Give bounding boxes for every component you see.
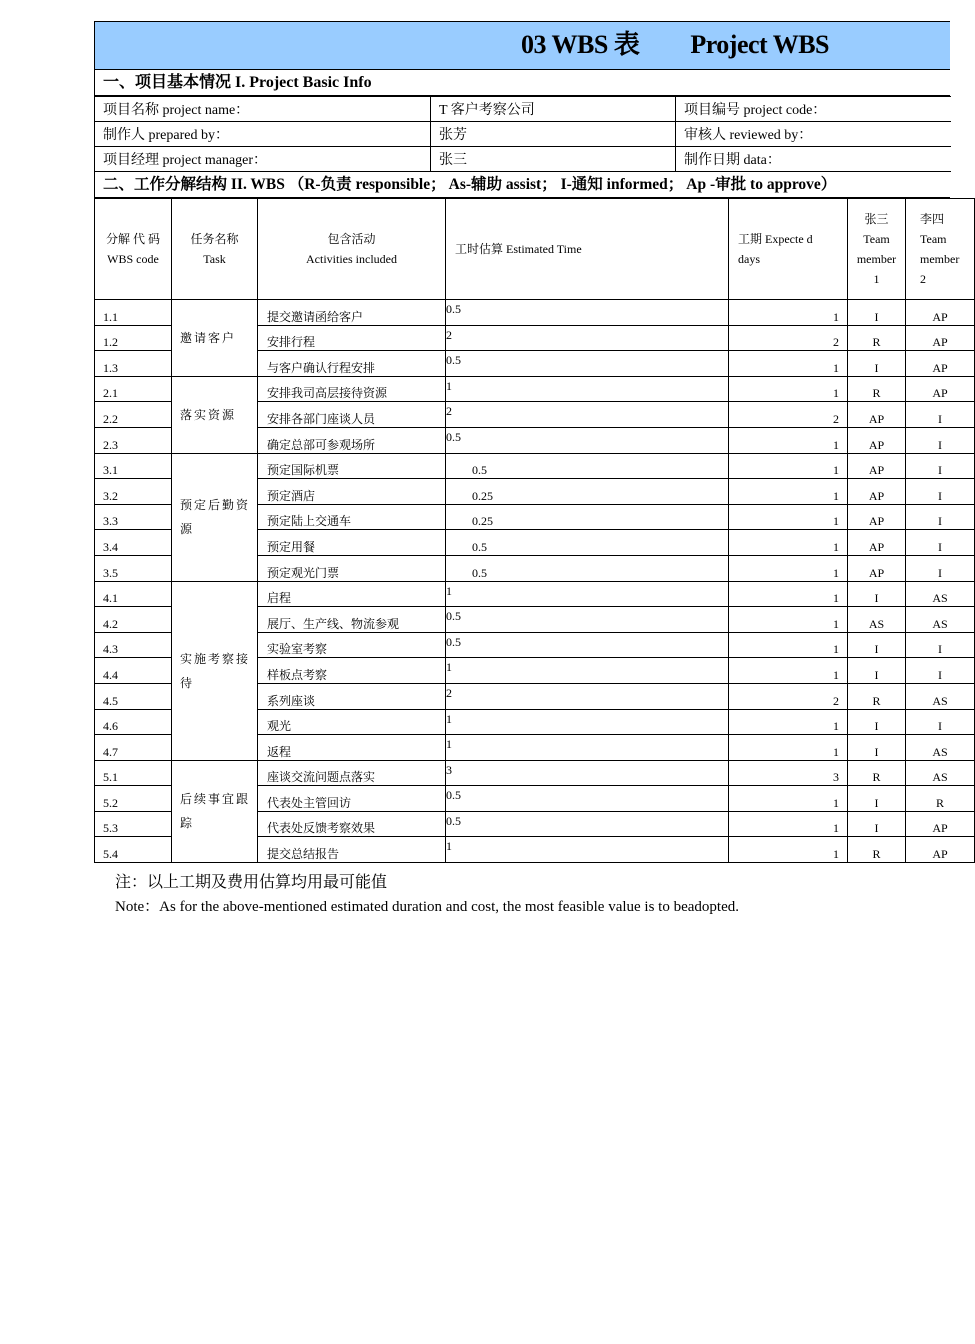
member-2-role-cell: AP [906, 811, 975, 837]
member-2-role-cell: AS [906, 581, 975, 607]
member-1-role-cell: I [848, 811, 906, 837]
expected-days-cell: 1 [729, 427, 848, 453]
estimated-time-cell: 0.5 [446, 427, 729, 453]
member-1-role-cell: AP [848, 453, 906, 479]
wbs-code-cell: 3.2 [95, 479, 172, 505]
header-activities: 包含活动 Activities included [258, 199, 446, 300]
page-title: 03 WBS 表 Project WBS [521, 30, 830, 59]
member-2-role-cell: I [906, 479, 975, 505]
expected-days-cell: 2 [729, 325, 848, 351]
header-expected-days: 工期 Expecte d days [729, 199, 848, 300]
wbs-code-cell: 4.1 [95, 581, 172, 607]
member-1-role-cell: I [848, 581, 906, 607]
activity-cell: 预定国际机票 [258, 453, 446, 479]
estimated-time-cell: 3 [446, 760, 729, 786]
member-2-role-cell: AS [906, 760, 975, 786]
expected-days-cell: 1 [729, 658, 848, 684]
task-cell: 后续事宜跟踪 [172, 760, 258, 862]
wbs-code-cell: 4.6 [95, 709, 172, 735]
estimated-time-cell: 0.5 [446, 786, 729, 812]
estimated-time-cell: 2 [446, 683, 729, 709]
expected-days-cell: 2 [729, 402, 848, 428]
estimated-time-cell: 0.5 [446, 811, 729, 837]
wbs-code-cell: 2.3 [95, 427, 172, 453]
activity-cell: 返程 [258, 735, 446, 761]
activity-cell: 系列座谈 [258, 683, 446, 709]
info-row [95, 122, 951, 147]
expected-days-cell: 1 [729, 453, 848, 479]
member-2-role-cell: I [906, 658, 975, 684]
activity-cell: 实验室考察 [258, 632, 446, 658]
expected-days-cell: 1 [729, 837, 848, 863]
activity-cell: 提交邀请函给客户 [258, 300, 446, 326]
expected-days-cell: 1 [729, 811, 848, 837]
info-row [95, 97, 951, 122]
member-2-role-cell: I [906, 632, 975, 658]
wbs-code-cell: 1.2 [95, 325, 172, 351]
activity-cell: 座谈交流问题点落实 [258, 760, 446, 786]
activity-cell: 安排我司高层接待资源 [258, 376, 446, 402]
member-2-role-cell: AP [906, 300, 975, 326]
wbs-code-cell: 4.5 [95, 683, 172, 709]
estimated-time-cell: 1 [446, 658, 729, 684]
member-2-role-cell: AS [906, 683, 975, 709]
member-1-role-cell: AP [848, 427, 906, 453]
member-1-role-cell: AP [848, 402, 906, 428]
expected-days-cell: 1 [729, 300, 848, 326]
member-1-role-cell: AP [848, 530, 906, 556]
expected-days-cell: 1 [729, 581, 848, 607]
expected-days-cell: 1 [729, 786, 848, 812]
wbs-code-cell: 5.2 [95, 786, 172, 812]
activity-cell: 安排各部门座谈人员 [258, 402, 446, 428]
member-1-role-cell: R [848, 837, 906, 863]
info-row [95, 147, 951, 172]
estimated-time-cell: 0.5 [446, 453, 729, 479]
member-1-role-cell: R [848, 683, 906, 709]
header-member-1: 张三 Team member 1 [848, 199, 906, 300]
member-1-role-cell: R [848, 325, 906, 351]
member-1-role-cell: I [848, 709, 906, 735]
member-1-role-cell: R [848, 376, 906, 402]
member-2-role-cell: AP [906, 837, 975, 863]
member-2-role-cell: I [906, 453, 975, 479]
task-cell: 落实资源 [172, 376, 258, 453]
activity-cell: 预定陆上交通车 [258, 504, 446, 530]
task-cell: 预定后勤资源 [172, 453, 258, 581]
activity-cell: 样板点考察 [258, 658, 446, 684]
estimated-time-cell: 0.5 [446, 607, 729, 633]
member-1-role-cell: I [848, 351, 906, 377]
expected-days-cell: 3 [729, 760, 848, 786]
activity-cell: 观光 [258, 709, 446, 735]
member-2-role-cell: AS [906, 735, 975, 761]
member-1-role-cell: I [848, 658, 906, 684]
info-cell: 审核人 reviewed by： [676, 122, 951, 147]
estimated-time-cell: 0.25 [446, 504, 729, 530]
member-1-role-cell: AS [848, 607, 906, 633]
member-2-role-cell: I [906, 504, 975, 530]
estimated-time-cell: 1 [446, 735, 729, 761]
estimated-time-cell: 0.5 [446, 530, 729, 556]
member-2-role-cell: AS [906, 607, 975, 633]
expected-days-cell: 1 [729, 709, 848, 735]
estimated-time-cell: 1 [446, 376, 729, 402]
member-1-role-cell: R [848, 760, 906, 786]
expected-days-cell: 1 [729, 504, 848, 530]
wbs-code-cell: 2.2 [95, 402, 172, 428]
activity-cell: 预定酒店 [258, 479, 446, 505]
member-1-role-cell: I [848, 735, 906, 761]
activity-cell: 展厅、生产线、物流参观 [258, 607, 446, 633]
estimated-time-cell: 0.5 [446, 351, 729, 377]
member-2-role-cell: I [906, 709, 975, 735]
wbs-code-cell: 3.1 [95, 453, 172, 479]
estimated-time-cell: 2 [446, 325, 729, 351]
table-row [95, 760, 975, 786]
header-estimated-time: 工时估算 Estimated Time [446, 199, 729, 300]
wbs-code-cell: 3.4 [95, 530, 172, 556]
member-2-role-cell: I [906, 530, 975, 556]
activity-cell: 启程 [258, 581, 446, 607]
activity-cell: 安排行程 [258, 325, 446, 351]
wbs-code-cell: 1.1 [95, 300, 172, 326]
member-2-role-cell: I [906, 427, 975, 453]
header-member-2: 李四 Team member 2 [906, 199, 975, 300]
table-row [95, 300, 975, 326]
member-2-role-cell: I [906, 555, 975, 581]
activity-cell: 代表处主管回访 [258, 786, 446, 812]
wbs-code-cell: 4.7 [95, 735, 172, 761]
member-1-role-cell: I [848, 786, 906, 812]
section-wbs-heading: 二、工作分解结构 II. WBS （R-负责 responsible； As-辅助 assist； I-通知 informed； Ap -审批 to approve） [94, 172, 950, 198]
activity-cell: 代表处反馈考察效果 [258, 811, 446, 837]
member-2-role-cell: AP [906, 376, 975, 402]
member-2-role-cell: I [906, 402, 975, 428]
member-2-role-cell: R [906, 786, 975, 812]
header-task: 任务名称 Task [172, 199, 258, 300]
estimated-time-cell: 0.5 [446, 300, 729, 326]
expected-days-cell: 1 [729, 351, 848, 377]
member-1-role-cell: I [848, 632, 906, 658]
wbs-code-cell: 3.5 [95, 555, 172, 581]
task-cell: 邀请客户 [172, 300, 258, 377]
note-english: Note：As for the above-mentioned estimated duration and cost, the most feasible value is to beadopted. [115, 899, 739, 915]
section-basic-info-heading: 一、项目基本情况 I. Project Basic Info [94, 70, 950, 96]
wbs-code-cell: 2.1 [95, 376, 172, 402]
info-cell: T 客户考察公司 [431, 97, 676, 122]
member-2-role-cell: AP [906, 325, 975, 351]
info-cell: 张芳 [431, 122, 676, 147]
info-cell: 制作人 prepared by： [95, 122, 431, 147]
activity-cell: 预定用餐 [258, 530, 446, 556]
table-row [95, 453, 975, 479]
wbs-code-cell: 4.2 [95, 607, 172, 633]
expected-days-cell: 1 [729, 530, 848, 556]
header-wbs-code: 分解 代 码 WBS code [95, 199, 172, 300]
estimated-time-cell: 0.25 [446, 479, 729, 505]
wbs-code-cell: 5.4 [95, 837, 172, 863]
activity-cell: 与客户确认行程安排 [258, 351, 446, 377]
wbs-sheet [94, 21, 960, 863]
table-row [95, 376, 975, 402]
member-1-role-cell: I [848, 300, 906, 326]
expected-days-cell: 1 [729, 607, 848, 633]
member-1-role-cell: AP [848, 555, 906, 581]
activity-cell: 提交总结报告 [258, 837, 446, 863]
expected-days-cell: 1 [729, 632, 848, 658]
info-cell: 张三 [431, 147, 676, 172]
estimated-time-cell: 0.5 [446, 632, 729, 658]
estimated-time-cell: 1 [446, 581, 729, 607]
wbs-code-cell: 3.3 [95, 504, 172, 530]
member-1-role-cell: AP [848, 479, 906, 505]
info-cell: 项目经理 project manager： [95, 147, 431, 172]
info-cell: 制作日期 data： [676, 147, 951, 172]
member-2-role-cell: AP [906, 351, 975, 377]
expected-days-cell: 1 [729, 555, 848, 581]
activity-cell: 预定观光门票 [258, 555, 446, 581]
estimated-time-cell: 1 [446, 709, 729, 735]
expected-days-cell: 1 [729, 376, 848, 402]
wbs-code-cell: 4.3 [95, 632, 172, 658]
expected-days-cell: 1 [729, 479, 848, 505]
member-1-role-cell: AP [848, 504, 906, 530]
wbs-header-row [95, 199, 975, 300]
expected-days-cell: 2 [729, 683, 848, 709]
title-bar [94, 21, 950, 70]
wbs-code-cell: 5.1 [95, 760, 172, 786]
table-row [95, 581, 975, 607]
wbs-table [94, 198, 975, 863]
wbs-code-cell: 4.4 [95, 658, 172, 684]
wbs-code-cell: 5.3 [95, 811, 172, 837]
note-chinese: 注：以上工期及费用估算均用最可能值 [115, 874, 388, 891]
wbs-code-cell: 1.3 [95, 351, 172, 377]
expected-days-cell: 1 [729, 735, 848, 761]
activity-cell: 确定总部可参观场所 [258, 427, 446, 453]
task-cell: 实施考察接待 [172, 581, 258, 760]
estimated-time-cell: 0.5 [446, 555, 729, 581]
estimated-time-cell: 1 [446, 837, 729, 863]
info-cell: 项目名称 project name： [95, 97, 431, 122]
estimated-time-cell: 2 [446, 402, 729, 428]
basic-info-table [94, 96, 951, 172]
info-cell: 项目编号 project code： [676, 97, 951, 122]
